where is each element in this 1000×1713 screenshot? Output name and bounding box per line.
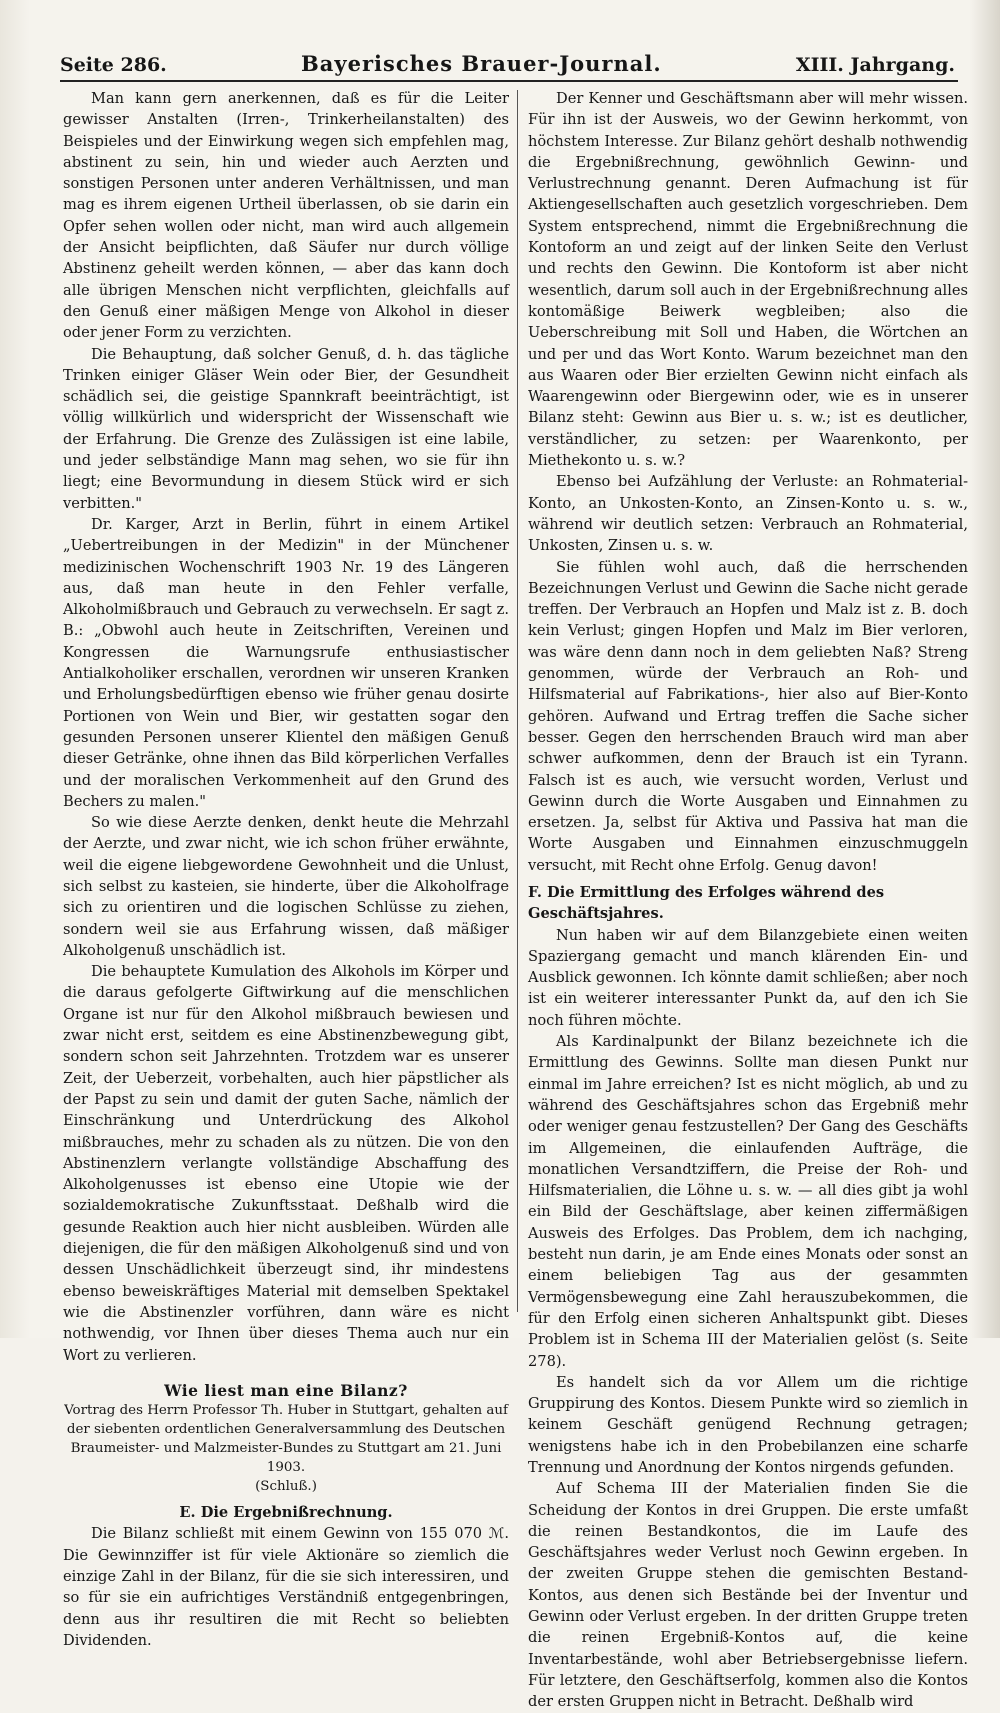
- right-column: [528, 88, 968, 1711]
- paragraph: Sie fühlen wohl auch, daß die herrschenden Bezeichnungen Verlust und Gewinn die Sache nicht gerade treffen. Der Verbrauch an Hopfen und Malz ist z. B. doch kein Verlust; gingen Hopfen und Malz im Bier verloren, was wäre denn dann noch in dem geliebten Naß? Streng genommen, würde der Verbrauch an Roh- und Hilfsmaterial auf Fabrikations-, hier also auf Bier-Konto gehören. Aufwand und Ertrag treffen die Sache sicher besser. Gegen den herrschenden Brauch wird man aber schwer aufkommen, denn der Brauch ist ein Tyrann. Falsch ist es auch, wie versucht worden, Verlust und Gewinn durch die Worte Ausgaben und Einnahmen zu ersetzen. Ja, selbst für Aktiva und Passiva hat man die Worte Ausgaben und Einnahmen einzuschmuggeln versucht, mit Recht ohne Erfolg. Genug davon!: [528, 558, 968, 874]
- article-note: (Schluß.): [255, 1479, 317, 1495]
- paragraph: Die Bilanz schließt mit einem Gewinn von 155 070 ℳ. Die Gewinnziffer ist für viele Aktionäre so ziemlich die einzige Zahl in der Bilanz, für die sie sich interessiren, und so für sie ein aufrichtiges Verständniß entgegenbringen, denn aus ihr resultiren die mit Recht so beliebten Dividenden.: [63, 1525, 509, 1649]
- paragraph: Der Kenner und Geschäftsmann aber will mehr wissen. Für ihn ist der Ausweis, wo der Gewinn herkommt, von höchstem Interesse. Zur Bilanz gehört deshalb nothwendig die Ergebnißrechnung, gewöhnlich Gewinn- und Verlustrechnung genannt. Deren Aufmachung ist für Aktiengesellschaften auch gesetzlich vorgeschrieben. Dem System entsprechend, nimmt die Ergebnißrechnung die Kontoform an und zeigt auf der linken Seite den Verlust und rechts den Gewinn. Die Kontoform ist aber nicht wesentlich, darum soll auch in der Ergebnißrechnung alles kontomäßige Beiwerk wegbleiben; also die Ueberschreibung mit Soll und Haben, die Wörtchen an und per und das Wort Konto. Warum bezeichnet man den aus Waaren oder Bier erzielten Gewinn nicht einfach als Waarengewinn oder Biergewinn oder, wie es in unserer Bilanz steht: Gewinn aus Bier u. s. w.; ist es deutlicher, verständlicher, zu setzen: per Waarenkonto, per Miethekonto u. s. w.?: [528, 90, 968, 470]
- header-rule: [60, 80, 958, 82]
- article-subtitle: Vortrag des Herrn Professor Th. Huber in Stuttgart, gehalten auf der siebenten ordentlichen Generalversammlung des Deutschen Braumeister- und Malzmeister-Bundes zu Stuttgart am 21. Juni 1903.: [64, 1403, 508, 1476]
- paragraph: Nun haben wir auf dem Bilanzgebiete einen weiten Spaziergang gemacht und manch klärenden Ein- und Ausblick gewonnen. Ich könnte damit schließen; aber noch ist ein weiterer interessanter Punkt da, auf den ich Sie noch führen möchte.: [528, 926, 968, 1029]
- journal-title: Bayerisches Brauer-Journal.: [301, 51, 662, 76]
- left-column: [63, 88, 509, 1649]
- article-title: Wie liest man eine Bilanz?: [164, 1380, 408, 1400]
- paragraph: Auf Schema III der Materialien finden Sie die Scheidung der Kontos in drei Gruppen. Die erste umfaßt die reinen Bestandkontos, die im Laufe des Geschäftsjahres weder Verlust noch Gewinn ergeben. In der zweiten Gruppe stehen die gemischten Bestand-Kontos, aus denen sich Bestände bei der Inventur und Gewinn oder Verlust ergeben. In der dritten Gruppe treten die reinen Ergebniß-Kontos auf, die keine Inventarbestände, wohl aber Betriebsergebnisse liefern. Für letztere, den Geschäftserfolg, kommen also die Kontos der ersten Gruppen nicht in Betracht. Deßhalb wird: [528, 1480, 968, 1711]
- section-heading-f: F. Die Ermittlung des Erfolges während des Geschäftsjahres.: [528, 883, 885, 923]
- page-number: Seite 286.: [60, 54, 167, 76]
- volume-label: XIII. Jahrgang.: [795, 54, 955, 76]
- column-divider: [517, 90, 518, 1312]
- paragraph: Man kann gern anerkennen, daß es für die Leiter gewisser Anstalten (Irren-, Trinkerheilanstalten) des Beispieles und der Einwirkung wegen sich empfehlen mag, abstinent zu sein, hin und wieder auch Aerzten und sonstigen Personen unter anderen Verhältnissen, und man mag es ihrem eigenen Urtheil überlassen, ob sie darin ein Opfer sehen wollen oder nicht, man wird auch allgemein der Ansicht beipflichten, daß Säufer nur durch völlige Abstinenz geheilt werden können, — aber das kann doch alle übrigen Menschen nicht verpflichten, gleichfalls auf den Genuß einer mäßigen Menge von Alkohol in dieser oder jener Form zu verzichten.: [63, 90, 509, 342]
- paragraph: Die Behauptung, daß solcher Genuß, d. h. das tägliche Trinken einiger Gläser Wein oder Bier, der Gesundheit schädlich sei, die geistige Spannkraft beeinträchtigt, ist völlig willkürlich und widerspricht der Wissenschaft wie der Erfahrung. Die Grenze des Zulässigen ist eine labile, und jeder selbständige Mann mag sehen, wo sie für ihn liegt; eine Bevormundung in diesem Stück wird er sich verbitten.": [63, 345, 509, 512]
- paragraph: Dr. Karger, Arzt in Berlin, führt in einem Artikel „Uebertreibungen in der Medizin" in der Münchener medizinischen Wochenschrift 1903 Nr. 19 des Längeren aus, daß man heute in den Fehler verfalle, Alkoholmißbrauch und Gebrauch zu verwechseln. Er sagt z. B.: „Obwohl auch heute in Zeitschriften, Vereinen und Kongressen die Warnungsrufe enthusiastischer Antialkoholiker erschallen, verordnen wir unseren Kranken und Erholungsbedürftigen ebenso wie früher genau dosirte Portionen von Wein und Bier, wir gestatten sogar den gesunden Personen unserer Klientel den mäßigen Genuß dieser Getränke, ohne ihnen das Bild körperlichen Verfalles und der moralischen Verkommenheit auf den Grund des Bechers zu malen.": [63, 515, 509, 810]
- paragraph: Ebenso bei Aufzählung der Verluste: an Rohmaterial-Konto, an Unkosten-Konto, an Zinsen-Konto u. s. w., während wir deutlich setzen: Verbrauch an Rohmaterial, Unkosten, Zinsen u. s. w.: [528, 473, 968, 555]
- paragraph: So wie diese Aerzte denken, denkt heute die Mehrzahl der Aerzte, und zwar nicht, wie ich schon früher erwähnte, weil die eigene liebgewordene Gewohnheit und die Unlust, sich selbst zu kasteien, sie hinderte, über die Alkoholfrage sich zu orientiren und die logischen Schlüsse zu ziehen, sondern weil sie aus Erfahrung wissen, daß mäßiger Alkoholgenuß unschädlich ist.: [63, 814, 509, 959]
- paragraph: Als Kardinalpunkt der Bilanz bezeichnete ich die Ermittlung des Gewinns. Sollte man diesen Punkt nur einmal im Jahre erreichen? Ist es nicht möglich, ab und zu während des Geschäftsjahres schon das Ergebniß mehr oder weniger genau festzustellen? Der Gang des Geschäfts im Allgemeinen, die einlaufenden Aufträge, die monatlichen Versandtziffern, die Preise der Roh- und Hilfsmaterialien, die Löhne u. s. w. — all dies gibt ja wohl ein Bild der Geschäftslage, aber keinen ziffermäßigen Ausweis des Erfolges. Das Problem, dem ich nachging, besteht nun darin, je am Ende eines Monats oder sonst an einem beliebigen Tag aus der gesammten Vermögensbewegung eine Zahl herauszubekommen, die für den Erfolg einen sicheren Anhaltspunkt gibt. Dieses Problem ist in Schema III der Materialien gelöst (s. Seite 278).: [528, 1033, 968, 1370]
- paragraph: Es handelt sich da vor Allem um die richtige Gruppirung des Kontos. Diesem Punkte wird so ziemlich in keinem Geschäft genügend Rechnung getragen; wenigstens habe ich in den Probebilanzen eine scharfe Trennung und Anordnung der Kontos nirgends gefunden.: [528, 1373, 968, 1476]
- section-heading-e: E. Die Ergebnißrechnung.: [179, 1504, 393, 1522]
- page-header: [60, 46, 955, 76]
- paragraph: Die behauptete Kumulation des Alkohols im Körper und die daraus gefolgerte Giftwirkung auf die menschlichen Organe ist nur für den Alkohol mißbrauch bewiesen und zwar nicht erst, seitdem es eine Abstinenzbewegung gibt, sondern schon seit Jahrzehnten. Trotzdem war es unserer Zeit, der Ueberzeit, vorbehalten, auch hier päpstlicher als der Papst zu sein und damit der guten Sache, nämlich der Einschränkung und Unterdrückung des Alkohol mißbrauches, mehr zu schaden als zu nützen. Die von den Abstinenzlern verlangte vollständige Abschaffung des Alkoholgenusses ist ebenso eine Utopie wie der sozialdemokratische Zukunftsstaat. Deßhalb wird die gesunde Reaktion auch hier nicht ausbleiben. Würden alle diejenigen, die für den mäßigen Alkoholgenuß sind und von dessen Unschädlichkeit überzeugt sind, ihr mindestens ebenso beweiskräftiges Material mit demselben Spektakel wie die Abstinenzler vorführen, dann wäre es nicht nothwendig, vor Ihnen über dieses Thema auch nur ein Wort zu verlieren.: [63, 963, 509, 1364]
